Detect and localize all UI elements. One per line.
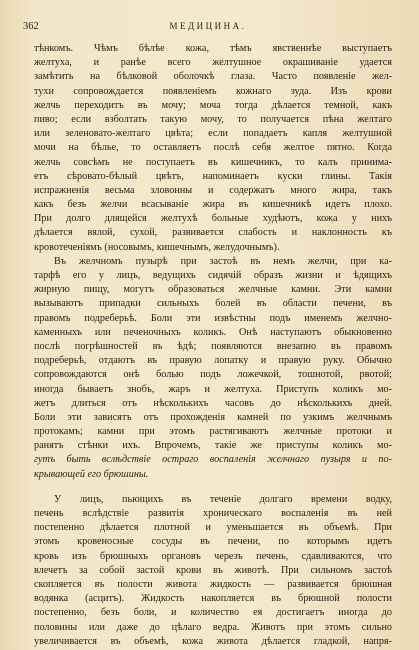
text-line: сопровождаются онѣ болью подъ ложечкой, тошнотой, рвотой; — [34, 369, 392, 381]
text-line: Въ желчномъ пузырѣ при застоѣ въ немъ желчи, при ка- — [54, 255, 392, 267]
text-line: крывающей его брюшины. — [34, 468, 149, 480]
text-line: желтуха, и ранѣе всего желтушное окрашиваніе удается — [34, 57, 392, 69]
text-line: постепенно дѣлается плотной и уменьшается въ объемѣ. При — [34, 522, 392, 534]
text-line: иногда бываетъ знобъ, жаръ и желтуха. Приступъ коликъ мо- — [34, 383, 392, 395]
text-line: тарфѣ его у лицъ, ведущихъ сидячій образъ жизни и ѣдящихъ — [34, 270, 392, 281]
text-line: печень вслѣдствіе развитія хроническаго воспаленія въ ней — [34, 508, 392, 519]
text-line: гутъ быть вслѣдствіе остраго воспаленія желчнаго пузыря и по- — [34, 454, 392, 466]
paragraph-cirrhosis — [34, 493, 392, 649]
text-line: каменныхъ или печеночныхъ коликъ. Онѣ наступаютъ обыкновенно — [34, 326, 392, 338]
text-line: или зеленовато-желтаго цвѣта; если попадаетъ капля желтушной — [34, 128, 392, 140]
page-number: 362 — [23, 21, 39, 32]
text-line: жетъ длиться отъ нѣсколькихъ часовъ до нѣсколькихъ дней. — [34, 397, 392, 409]
text-line: етъ сѣровато-бѣлый цвѣтъ, напоминаетъ куски глины. Такія — [34, 170, 392, 182]
text-line: желчь переходитъ въ мочу; моча тогда дѣлается темной, какъ — [34, 99, 392, 111]
text-line: кровотеченіямъ (носовымъ, кишечнымъ, желудочнымъ). — [34, 241, 280, 253]
text-line: дѣлается вялой, сухой, развивается слабость и наклонность къ — [34, 227, 392, 239]
paragraph-gap — [34, 482, 392, 493]
text-line: увеличивается въ объемѣ, кожа живота дѣлается гладкой, напря- — [34, 635, 392, 647]
text-line: жирную пищу, могутъ образоваться желчные камни. Эти камни — [34, 284, 392, 296]
text-line: У лицъ, пьющихъ въ теченіе долгаго времени водку, — [54, 493, 392, 505]
text-line: постепенно, безъ боли, и количество ея достигаетъ иногда до — [34, 607, 392, 619]
text-line: ранятъ стѣнки ихъ. Впрочемъ, такіе же приступы коликъ мо- — [34, 440, 392, 452]
text-line: При долго длящейся желтухѣ больные худѣютъ, кожа у нихъ — [34, 213, 392, 225]
text-line: мочи на бѣлье, то оставляетъ послѣ себя желтое пятно. Когда — [34, 142, 392, 154]
text-line: пиво; если взболтать такую мочу, то получается пѣна желтаго — [34, 113, 392, 125]
text-line: Боли эти зависятъ отъ прохожденія камней по узкимъ желчнымъ — [34, 411, 392, 423]
page-header — [23, 21, 393, 33]
text-line: водянка (асцитъ). Жидкость накопляется въ брюшной полости — [34, 593, 392, 605]
text-line: влечетъ за собой застой крови въ животѣ. При сильномъ застоѣ — [34, 564, 392, 576]
paragraph-gallstones — [34, 255, 392, 482]
text-line: правомъ подреберьѣ. Боли эти извѣстны подъ именемъ желчно- — [34, 312, 392, 324]
text-line: скопляется въ полости живота жидкость — развивается брюшная — [34, 578, 392, 590]
text-line: тухи сопровождается появленіемъ кожнаго зуда. Изъ крови — [34, 85, 392, 97]
text-line: этомъ кровеносные сосуды въ печени, по которымъ идетъ — [34, 536, 392, 548]
text-line: какъ безъ желчи всасываніе жира въ кишечникѣ идетъ плохо. — [34, 199, 392, 211]
running-title: МЕДИЦИНА. — [169, 21, 247, 31]
text-line: послѣ погрѣшностей въ ѣдѣ; появляются внезапно въ правомъ — [34, 340, 392, 352]
text-line: подреберьѣ, отдаютъ въ правую лопатку и правую руку. Обычно — [34, 355, 392, 367]
paragraph-jaundice — [34, 42, 392, 255]
text-line: половины или даже до цѣлаго ведра. Животъ при этомъ сильно — [34, 621, 392, 633]
text-line: испражненія весьма зловонны и содержатъ много жира, такъ — [34, 184, 392, 196]
text-line: замѣтить на бѣлковой оболочкѣ глаза. Часто появленіе жел- — [34, 71, 392, 83]
text-line: кровь изъ брюшныхъ органовъ черезъ печень, сдавливаются, что — [34, 550, 392, 562]
text-line: тѣнкомъ. Чѣмъ бѣлѣе кожа, тѣмъ явственнѣе выступаетъ — [34, 43, 392, 54]
page-body — [34, 42, 392, 649]
text-line: протокамъ; камни при этомъ растягиваютъ желчные протоки и — [34, 426, 392, 438]
text-line: желчь совсѣмъ не поступаетъ въ кишечникъ, то калъ принима- — [34, 156, 392, 168]
text-line: вызываютъ припадки сильныхъ болей въ области печени, въ — [34, 298, 392, 310]
